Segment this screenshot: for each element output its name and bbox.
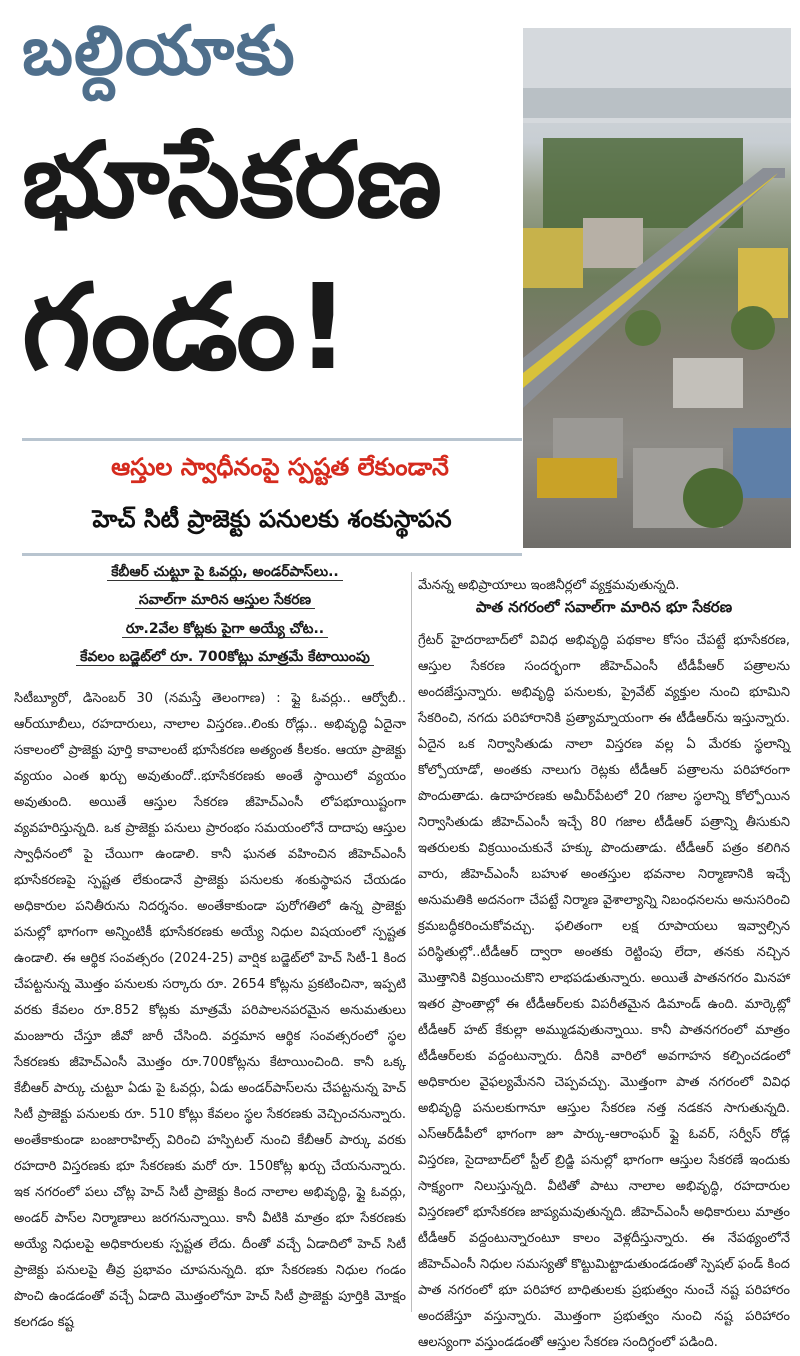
highlights-box: [40, 562, 410, 675]
headline-line3: గండం!: [22, 258, 350, 396]
subheadline-black: హెచ్ సిటీ ప్రాజెక్టు పనులకు శంకుస్థాపన: [92, 505, 452, 533]
headline-line2: భూసేకరణ: [22, 119, 442, 241]
highlight-item: కేవలం బడ్జెట్‌లో రూ. 700కోట్లు మాత్రమే కేటాయింపు: [40, 647, 410, 667]
headline-line1: బల్దియాకు: [22, 12, 296, 91]
divider-top: [22, 438, 522, 441]
article-body-left: సిటీబ్యూరో, డిసెంబర్ 30 (నమస్తే తెలంగాణ) : ఫ్లై ఓవర్లు.. ఆర్వోబీ.. ఆర్‌యూబీలు, రహదారులు, నాలాల విస్తరణ..లింకు రోడ్లు.. అభివృద్ధి ఏదైనా సకాలంలో ప్రాజెక్టు పూర్తి కావాలంటే భూసేకరణ అత్యంత కీలకం. ఆయా ప్రాజెక్టు వ్యయం ఎంత ఖర్చు అవుతుందో..భూసేకరణకు అంతే స్థాయిలో వ్యయం అవుతుంది. అయితే ఆస్తుల సేకరణ జీహెచ్‌ఎంసీ లోపభూయిష్టంగా వ్యవహరిస్తున్నది. ఒక ప్రాజెక్టు పనులు ప్రారంభం సమయంలోనే దాదాపు ఆస్తుల స్వాధీనంలో పై చేయిగా ఉండాలి. కానీ ఘనత వహించిన జీహెచ్‌ఎంసీ భూసేకరణపై స్పష్టత లేకుండానే ప్రాజెక్టు పనులకు శంకుస్థాపన చేయడం అధికారుల పనితీరును నిదర్శనం. అంతేకాకుండా పురోగతిలో ఉన్న ప్రాజెక్టు పనుల్లో భాగంగా అన్నింటికీ భూసేకరణకు అయ్యే నిధుల విషయంలో స్పష్టత ఉండాలి. ఈ ఆర్థిక సంవత్సరం (2024-25) వార్షిక బడ్జెట్‌లో హెచ్ సిటీ-1 కింద చేపట్టనున్న మొత్తం పనులకు సర్కారు రూ. 2654 కోట్లను ప్రకటించినా, ఇప్పటి వరకు కేవలం రూ.852 కోట్లకు మాత్రమే పరిపాలనపరమైన అనుమతులు మంజూరు చేస్తూ జీవో జారీ చేసింది. వర్తమాన ఆర్థిక సంవత్సరంలో స్థల సేకరణకు జీహెచ్‌ఎంసీ మొత్తం రూ.700కోట్లను కేటాయించింది. కానీ ఒక్క కేబీఆర్ పార్కు చుట్టూ ఏడు పై ఓవర్లు, ఏడు అండర్‌పాస్‌లను చేపట్టనున్న హెచ్ సిటీ ప్రాజెక్టు పనులకు రూ. 510 కోట్లు కేవలం స్థల సేకరణకు వెచ్చించనున్నారు. అంతేకాకుండా బంజారాహిల్స్ విరించి హస్పిటల్ నుంచి కేబీఆర్ పార్కు వరకు రహదారి విస్తరణకు భూ సేకరణకు మరో రూ. 150కోట్ల ఖర్చు చేయనున్నారు. ఇక నగరంలో పలు చోట్ల హెచ్ సిటీ ప్రాజెక్టు కింద నాలాల అభివృద్ధి, ఫ్లై ఓవర్లు, అండర్ పాస్‌ల నిర్మాణాలు జరగనున్నాయి. కానీ వీటికి మాత్రం భూ సేకరణకు అయ్యే నిధులపై అధికారులకు స్పష్టత లేదు. దీంతో వచ్చే ఏడాదిలో హెచ్ సిటీ ప్రాజెక్టు పనులపై తీవ్ర ప్రభావం చూపనున్నది. భూ సేకరణకు నిధుల గండం పొంచి ఉండడంతో వచ్చే ఏడాది మొత్తంలోనూ హెచ్ సిటీ ప్రాజెక్టు పూర్తికి మోక్షం కలగడం కష్ట: [14, 691, 406, 1330]
section-heading: పాత నగరంలో సవాల్‌గా మారిన భూ సేకరణ: [475, 598, 733, 616]
news-photo: [523, 28, 791, 548]
highlight-item: కేబీఆర్ చుట్టూ పై ఓవర్లు, అండర్‌పాస్‌లు..: [40, 562, 410, 582]
flyover-photo-illustration: [523, 28, 791, 548]
article-body-right: గ్రేటర్ హైదరాబాద్‌లో వివిధ అభివృద్ధి పథకాల కోసం చేపట్టే భూసేకరణ, ఆస్తుల సేకరణ సందర్భంగా జీహెచ్‌ఎంసీ టీడీపీఆర్ పత్రాలను అందజేస్తున్నారు. అభివృద్ధి పనులకు, ప్రైవేట్ వ్యక్తుల నుంచి భూమిని సేకరించి, నగదు పరిహారానికి ప్రత్యామ్నాయంగా ఈ టీడీఆర్‌ను ఇస్తున్నారు. ఏదైన ఒక నిర్వాసితుడు నాలా విస్తరణ వల్ల ఏ మేరకు స్థలాన్ని కోల్పోయాడో, అంతకు నాలుగు రెట్లకు టీడీఆర్ పత్రాలను పరిహారంగా పొందుతాడు. ఉదాహరణకు అమీర్‌పేటలో 20 గజాల స్థలాన్ని కోల్పోయిన నిర్వాసితుడు జీహెచ్‌ఎంసీ ఇచ్చే 80 గజాల టీడీఆర్ పత్రాన్ని తీసుకుని ఇతరులకు విక్రయించుకునే హక్కు పొందుతాడు. టీడీఆర్ పత్రం కలిగిన వారు, జీహెచ్‌ఎంసీ బహుళ అంతస్తుల భవనాల నిర్మాణానికి ఇచ్చే అనుమతికి అదనంగా చేపట్టే నిర్మాణ వైశాల్యాన్ని నిబంధనలను అనుసరించి క్రమబద్ధీకరించుకోవచ్చు. ఫలితంగా లక్ష రూపాయలు ఇవ్వాల్సిన పరిస్థితుల్లో..టీడీఆర్ ద్వారా అంతకు రెట్టింపు లేదా, తనకు నచ్చిన మొత్తానికి విక్రయించుకొని లాభపడుతున్నారు. అయితే పాతనగరం మినహా ఇతర ప్రాంతాల్లో ఈ టీడీఆర్‌లకు విపరీతమైన డిమాండ్ ఉంది. మార్కెట్లో టీడీఆర్ హట్ కేకుల్లా అమ్ముడవుతున్నాయి. కానీ పాతనగరంలో మాత్రం టీడీఆర్‌లకు వద్దంటున్నారు. దీనికి వారిలో అవగాహన కల్పించడంలో అధికారుల వైఫల్యమేనని చెప్పవచ్చు. మొత్తంగా పాత నగరంలో వివిధ అభివృద్ధి పనులకుగానూ ఆస్తుల సేకరణ నత్త నడకన సాగుతున్నది. ఎస్‌ఆర్‌డీపీలో భాగంగా జూ పార్కు-ఆరాంఘర్ ఫ్లై ఓవర్, సర్వీస్ రోడ్ల విస్తరణ, సైదాబాద్‌లో స్టీల్ బ్రిడ్జి పనుల్లో భాగంగా ఆస్తుల సేకరణే ఇందుకు సాక్ష్యంగా నిలుస్తున్నది. వీటితో పాటు నాలాల అభివృద్ధి, రహదారుల విస్తరణలో భూసేకరణ జాప్యమవుతున్నది. జీహెచ్‌ఎంసీ అధికారులు మాత్రం టీడీఆర్ వద్దంటున్నారంటూ కాలం వెళ్లదీస్తున్నారు. ఈ నేపథ్యంలోనే జీహెచ్‌ఎంసీ నిధుల సమస్యతో కొట్టుమిట్టాడుతుండడంతో స్పెషల్ ఫండ్ కింద పాత నగరంలో భూ పరిహార బాధితులకు ప్రభుత్వం నుంచే నష్ట పరిహారం అందజేస్తూ వస్తున్నారు. మొత్తంగా ప్రభుత్వం నుంచి నష్ట పరిహారం ఆలస్యంగా వస్తుండడంతో ఆస్తుల సేకరణ సందిగ్ధంలో పడింది.: [418, 633, 790, 1350]
divider-bottom: [22, 553, 522, 556]
column-divider: [411, 572, 412, 1312]
highlight-item: సవాల్‌గా మారిన ఆస్తుల సేకరణ: [40, 590, 410, 610]
article-body-right-top: మేనన్న అభిప్రాయాలు ఇంజినీర్లలో వ్యక్తమవుతున్నది.: [418, 578, 680, 593]
highlight-item: రూ.2వేల కోట్లకు పైగా అయ్యే చోట..: [40, 619, 410, 639]
subheadline-red: ఆస్తుల స్వాధీనంపై స్పష్టత లేకుండానే: [111, 453, 449, 481]
